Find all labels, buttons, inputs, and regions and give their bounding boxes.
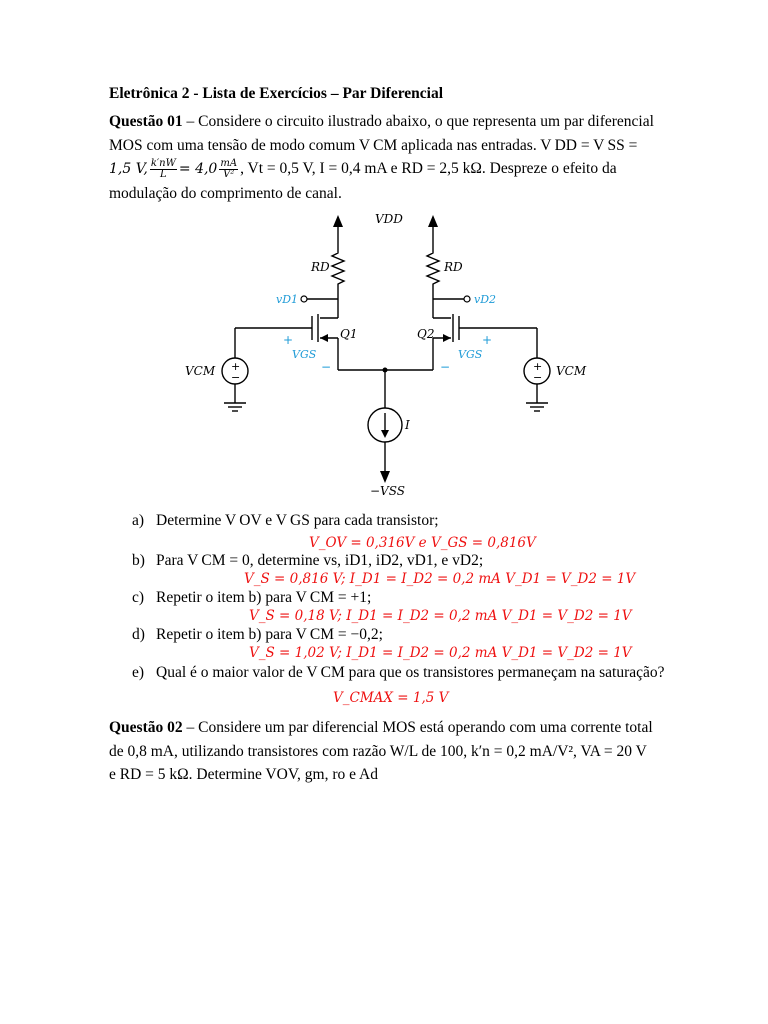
vgs-left-minus: − <box>321 360 332 374</box>
item-text: Repetir o item b) para V CM = −0,2; <box>156 626 383 643</box>
current-arrow <box>381 430 389 438</box>
item-letter: b) <box>132 552 145 569</box>
question-02-line-2: de 0,8 mA, utilizando transistores com razão W/L de 100, k′n = 0,2 mA/V², VA = 20 V <box>109 742 647 760</box>
item-letter: a) <box>132 512 145 529</box>
item-letter: e) <box>132 664 145 681</box>
question-02 <box>109 716 659 787</box>
question-01 <box>109 110 659 205</box>
question-01-label: Questão 01 <box>109 113 183 130</box>
item-letter: d) <box>132 626 145 643</box>
rd-left-label: RD <box>311 260 330 274</box>
item-text: Qual é o maior valor de V CM para que os transistores permaneçam na saturação? <box>156 664 665 681</box>
question-01-line-2: MOS com uma tensão de modo comum V CM aplicada nas entradas. V DD = V SS = <box>109 136 638 154</box>
vcm-left-label: VCM <box>185 364 216 378</box>
question-01-vdd-value: 1,5 V, <box>109 161 148 177</box>
question-01-kn-fraction <box>150 159 177 180</box>
vgs-right-label: VGS <box>458 348 483 361</box>
differential-pair-circuit <box>180 205 590 500</box>
unit-fraction-denominator: V² <box>223 168 235 180</box>
question-02-text-1: – Considere um par diferencial MOS está operando com uma corrente total <box>182 719 653 736</box>
item-text: Determine V OV e V GS para cada transistor; <box>156 512 439 529</box>
item-a <box>132 512 439 530</box>
document-title: Eletrônica 2 - Lista de Exercícios – Par Diferencial <box>109 85 444 102</box>
q2-label: Q2 <box>417 327 435 341</box>
vss-arrow <box>380 471 390 483</box>
question-01-text-1: – Considere o circuito ilustrado abaixo, o que representa um par diferencial <box>182 113 654 130</box>
item-text: Repetir o item b) para V CM = +1; <box>156 589 372 606</box>
vgs-right-minus: − <box>440 360 451 374</box>
vcm-left-plus: + <box>231 360 241 373</box>
vdd-label: VDD <box>375 212 403 226</box>
vd2-label: vD2 <box>474 293 497 306</box>
item-d <box>132 626 383 644</box>
vdd-left-arrow <box>333 215 343 227</box>
q2-source-arrow <box>443 334 451 342</box>
vcm-left-minus: − <box>231 371 241 384</box>
question-01-line-3 <box>109 157 659 182</box>
vgs-left-plus: + <box>283 333 294 347</box>
item-text: Para V CM = 0, determine vs, iD1, iD2, vD1, e vD2; <box>156 552 484 569</box>
question-01-line-4: modulação do comprimento de canal. <box>109 184 342 202</box>
vd1-label: vD1 <box>276 293 299 306</box>
vdd-right-arrow <box>428 215 438 227</box>
item-c-answer: V_S = 0,18 V; I_D1 = I_D2 = 0,2 mA V_D1 = V_D2 = 1V <box>249 608 632 624</box>
kn-fraction-denominator: L <box>160 168 167 180</box>
current-label: I <box>405 418 410 432</box>
item-b <box>132 552 483 570</box>
item-b-answer: V_S = 0,816 V; I_D1 = I_D2 = 0,2 mA V_D1 = V_D2 = 1V <box>244 571 636 587</box>
rd-right-label: RD <box>444 260 463 274</box>
vcm-right-minus: − <box>533 371 543 384</box>
vgs-right-plus: + <box>482 333 493 347</box>
vss-label: −VSS <box>370 484 405 498</box>
source-node <box>383 368 388 373</box>
question-02-line-3: e RD = 5 kΩ. Determine VOV, gm, ro e Ad <box>109 766 378 783</box>
q1-source-arrow <box>320 334 328 342</box>
question-01-kn-value: = 4,0 <box>178 161 218 177</box>
question-01-line-1 <box>109 110 659 134</box>
question-01-params: , Vt = 0,5 V, I = 0,4 mA e RD = 2,5 kΩ. Despreze o efeito da <box>240 160 617 177</box>
item-e-answer: V_CMAX = 1,5 V <box>333 690 449 706</box>
kn-fraction-numerator: k′nW <box>150 157 176 169</box>
question-02-label: Questão 02 <box>109 719 183 736</box>
vcm-right-label: VCM <box>556 364 587 378</box>
item-letter: c) <box>132 589 145 606</box>
vcm-right-plus: + <box>533 360 543 373</box>
vgs-left-label: VGS <box>292 348 317 361</box>
unit-fraction-numerator: mA <box>220 157 238 169</box>
item-d-answer: V_S = 1,02 V; I_D1 = I_D2 = 0,2 mA V_D1 = V_D2 = 1V <box>249 645 632 661</box>
item-e <box>132 664 665 682</box>
question-01-unit-fraction <box>219 159 238 180</box>
item-a-answer: V_OV = 0,316V e V_GS = 0,816V <box>309 535 536 551</box>
q1-label: Q1 <box>340 327 358 341</box>
vd2-terminal <box>464 296 470 302</box>
vd1-terminal <box>301 296 307 302</box>
question-02-line-1 <box>109 716 659 740</box>
item-c <box>132 589 371 607</box>
